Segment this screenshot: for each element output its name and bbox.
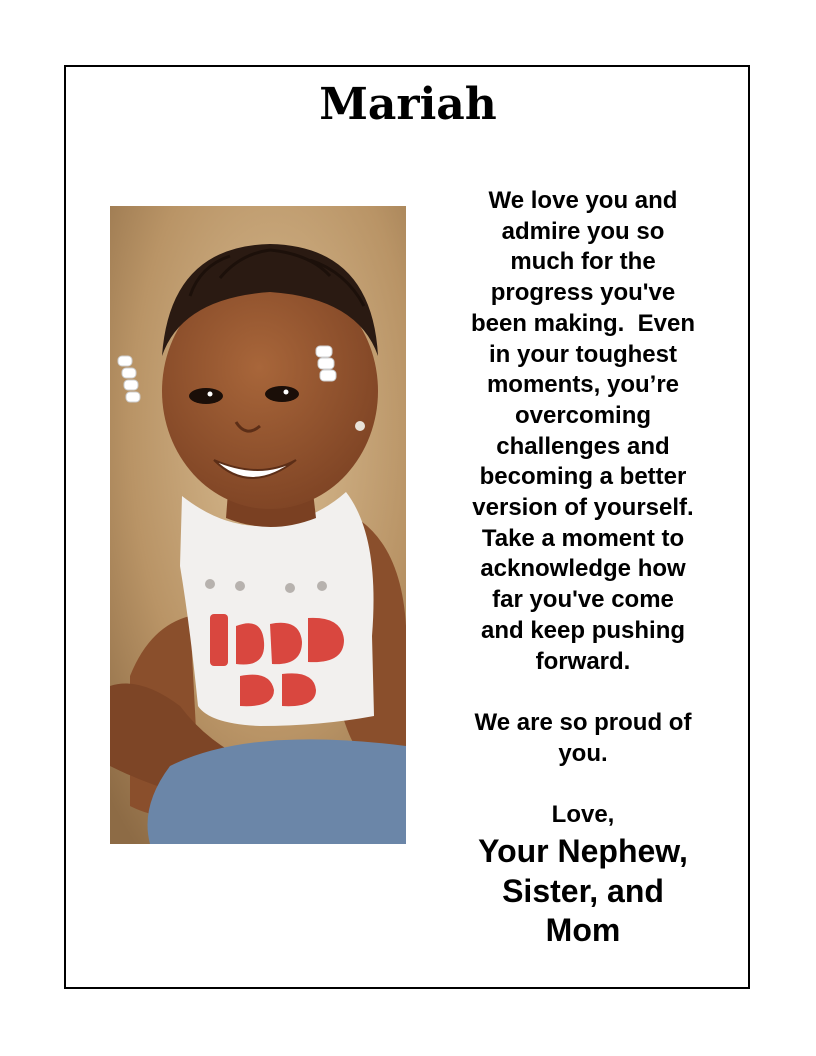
message-line: progress you've <box>490 279 676 307</box>
shirt <box>180 492 374 726</box>
message-line: much for the <box>510 248 656 276</box>
signature-line: Sister, and <box>502 872 664 909</box>
message-line: admire you so <box>501 217 665 245</box>
message-paragraph <box>448 186 718 677</box>
proud-line: We are so proud of <box>474 709 692 737</box>
child-photo <box>110 206 406 844</box>
signature <box>448 832 718 951</box>
proud-line: you. <box>558 739 608 767</box>
message-line: Take a moment to <box>481 524 685 552</box>
message-line: been making. Even <box>470 309 696 337</box>
message-line: challenges and <box>496 432 670 460</box>
message-line: acknowledge how <box>480 555 686 583</box>
message-block <box>448 186 718 951</box>
message-line: moments, you’re <box>486 371 680 399</box>
page-title: Mariah <box>319 79 497 130</box>
message-line: version of yourself. <box>472 494 694 522</box>
message-line: far you've come <box>492 586 674 614</box>
message-line: We love you and <box>488 187 678 214</box>
signature-line: Mom <box>545 912 621 949</box>
signature-line: Your Nephew, <box>478 833 688 870</box>
closing-salutation: Love, <box>551 800 615 828</box>
child-photo-illustration <box>110 206 406 844</box>
message-line: becoming a better <box>479 463 687 491</box>
proud-statement <box>448 708 718 769</box>
message-line: forward. <box>535 647 631 675</box>
message-line: and keep pushing <box>480 616 686 644</box>
message-line: overcoming <box>514 401 652 429</box>
message-line: in your toughest <box>489 340 677 368</box>
